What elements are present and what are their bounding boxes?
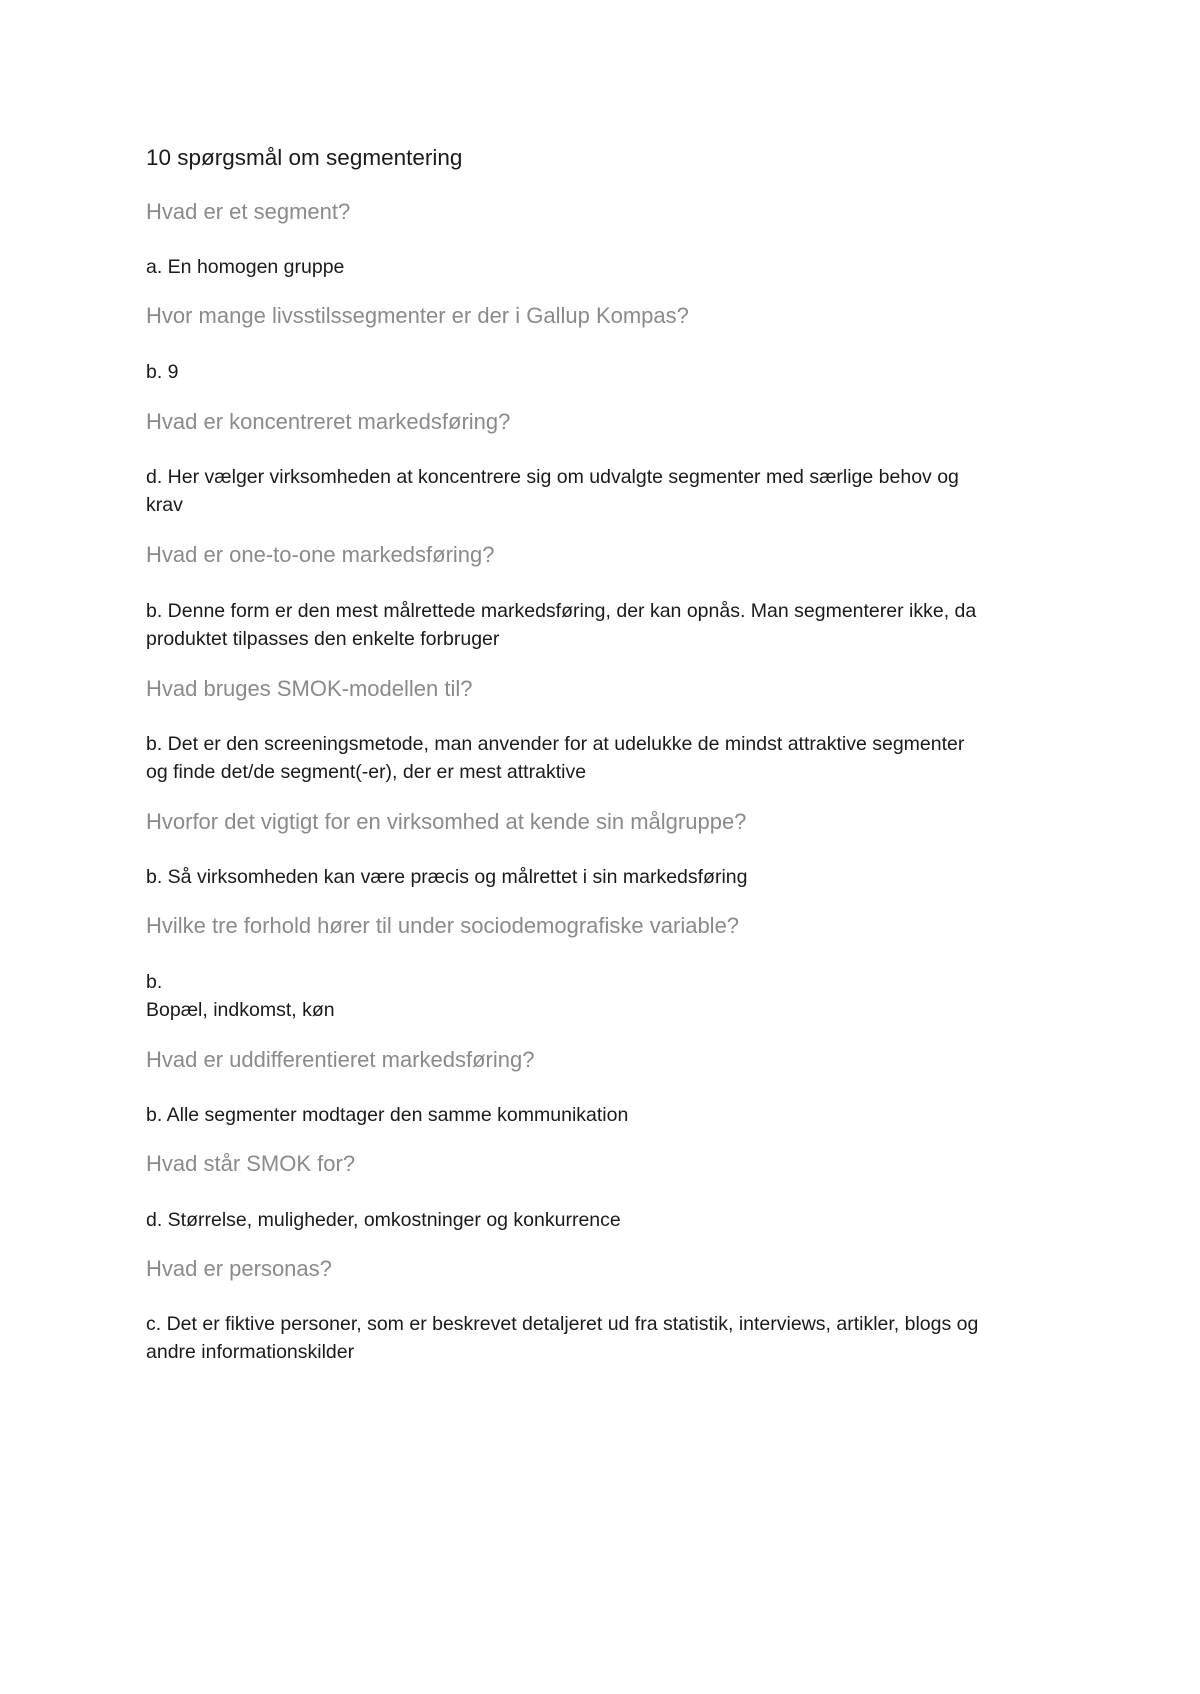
answer-7-line-2: Bopæl, indkomst, køn — [146, 998, 335, 1021]
document-title: 10 spørgsmål om segmentering — [146, 145, 463, 170]
question-8: Hvad er uddifferentieret markedsføring? — [146, 1046, 535, 1072]
answer-1-line-1: a. En homogen gruppe — [146, 256, 345, 279]
question-1: Hvad er et segment? — [146, 199, 351, 224]
qa-item-9 — [146, 1151, 1066, 1233]
answer-5 — [146, 730, 1066, 786]
answer-9 — [146, 1206, 1066, 1234]
question-9: Hvad står SMOK for? — [146, 1151, 356, 1177]
qa-item-1 — [146, 199, 1066, 281]
answer-10-line-1: c. Det er fiktive personer, som er beskrevet detaljeret ud fra statistik, interviews, artikler, blogs og — [146, 1312, 979, 1335]
answer-10 — [146, 1310, 1066, 1366]
question-10: Hvad er personas? — [146, 1255, 332, 1281]
answer-4-line-1: b. Denne form er den mest målrettede markedsføring, der kan opnås. Man segmenterer ikke, da — [146, 599, 977, 622]
answer-7 — [146, 968, 1066, 1024]
qa-item-4 — [146, 542, 1066, 652]
qa-item-10 — [146, 1256, 1066, 1366]
question-2: Hvor mange livsstilssegmenter er der i Gallup Kompas? — [146, 303, 689, 329]
answer-2-line-1: b. 9 — [146, 360, 179, 383]
answer-6-line-1: b. Så virksomheden kan være præcis og målrettet i sin markedsføring — [146, 866, 748, 889]
question-6: Hvorfor det vigtigt for en virksomhed at kende sin målgruppe? — [146, 808, 747, 834]
qa-item-3 — [146, 409, 1066, 519]
answer-9-line-1: d. Størrelse, muligheder, omkostninger og konkurrence — [146, 1208, 621, 1231]
answer-7-line-1: b. — [146, 970, 163, 993]
answer-4-line-2: produktet tilpasses den enkelte forbruger — [146, 627, 500, 650]
question-5: Hvad bruges SMOK-modellen til? — [146, 675, 473, 701]
answer-8-line-1: b. Alle segmenter modtager den samme kommunikation — [146, 1104, 629, 1127]
answer-3-line-1: d. Her vælger virksomheden at koncentrere sig om udvalgte segmenter med særlige behov og — [146, 466, 959, 489]
answer-6 — [146, 863, 1066, 891]
question-7: Hvilke tre forhold hører til under sociodemografiske variable? — [146, 913, 740, 939]
qa-item-5 — [146, 676, 1066, 786]
answer-1 — [146, 253, 1066, 281]
qa-item-2 — [146, 303, 1066, 385]
answer-8 — [146, 1101, 1066, 1129]
qa-item-8 — [146, 1047, 1066, 1129]
question-4: Hvad er one-to-one markedsføring? — [146, 542, 495, 568]
answer-5-line-1: b. Det er den screeningsmetode, man anvender for at udelukke de mindst attraktive segmenter — [146, 732, 965, 755]
qa-item-6 — [146, 809, 1066, 891]
document-page — [146, 144, 1066, 1366]
qa-item-7 — [146, 913, 1066, 1023]
answer-3-line-2: krav — [146, 494, 183, 517]
answer-5-line-2: og finde det/de segment(-er), der er mest attraktive — [146, 760, 587, 783]
question-3: Hvad er koncentreret markedsføring? — [146, 408, 511, 434]
answer-2 — [146, 358, 1066, 386]
answer-4 — [146, 597, 1066, 653]
answer-3 — [146, 463, 1066, 519]
answer-10-line-2: andre informationskilder — [146, 1340, 355, 1363]
